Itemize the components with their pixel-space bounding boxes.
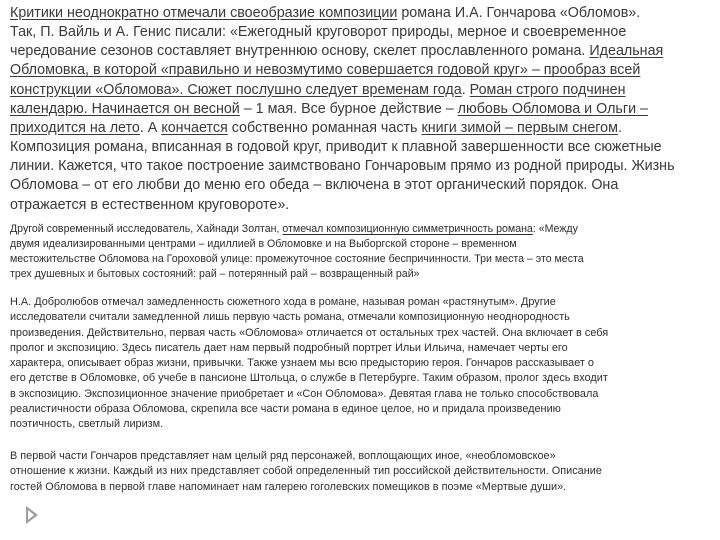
text-line [10,176,715,195]
text-line [10,356,718,371]
text-segment: характера, описывает образ жизни, привычки. Также узнаем мы всю предысторию героя. Гончаров рассказывает о [10,357,594,369]
text-segment: отражается в естественном круговороте». [10,196,290,213]
text-line [10,237,715,252]
text-segment: поэтичность, светлый лиризм. [10,418,164,430]
text-segment: . А [139,119,162,136]
text-line [10,371,718,386]
text-line [10,326,718,341]
paragraph-dobrolyubov-slowness [10,295,718,432]
text-segment: пролог и экспозицию. Здесь писатель дает нам первый подробный портрет Ильи Ильича, намечает черты его [10,341,568,354]
underlined-text: Идеальная [589,43,664,60]
text-line [10,100,715,119]
text-segment: гостей Обломова в первой главе напоминает нам галерею гоголевских помещиков в поэме «Мертвые души». [10,480,567,493]
paragraph-criticism-intro [10,4,715,215]
text-line [10,341,718,356]
text-segment: произведения. Действительно, первая часть «Обломова» отличается от остальных трех частей. Она включает в себя [10,326,609,339]
paragraph-zoltan-symmetry [10,222,715,282]
text-segment: местожительстве Обломова на Гороховой улице: промежуточное состояние беспричинности. Три места – это места [10,253,584,265]
text-segment: Обломова – от его любви до меню его обеда – включена в этот органический порядок. Она [10,177,619,194]
text-segment: Так, П. Вайль и А. Генис писали: «Ежегодный круговорот природы, мерное и своевременное [10,24,627,41]
text-line [10,61,715,80]
text-line [10,196,715,215]
text-segment: . [461,81,470,98]
underlined-text: Обломовка, в которой «правильно и невозмутимо совершается годовой круг» – прообраз всей [10,62,641,79]
text-segment: в экспозицию. Экспозиционное значение приобретает и «Сон Обломова». Девятая глава не только способствовала [10,387,599,400]
text-segment: собственно романная часть [227,119,422,136]
text-segment: . [617,119,622,136]
text-segment: двумя идеализированными центрами – идиллией в Обломовке и на Выборгской стороне – временном [10,238,517,250]
text-line [10,449,718,464]
text-line [10,387,718,402]
underlined-text: Критики неоднократно отмечали своеобразие композиции [10,5,398,21]
underlined-text: конструкции «Обломова». Сюжет послушно следует временам года [10,81,462,98]
text-line [10,157,715,176]
underlined-text: отмечал композиционную симметричность романа [282,223,533,235]
text-segment: Н.А. Добролюбов отмечал замедленность сюжетного хода в романе, называя роман «растянутым». Другие [10,296,556,308]
underlined-text: календарю. Начинается он весной [10,100,240,117]
text-segment: : «Между [532,223,578,235]
text-segment: его детстве в Обломовке, об учебе в пансионе Штольца, о службе в Петербурге. Таким образом, пролог здесь входит [10,372,608,385]
text-line [10,138,715,157]
text-line [10,222,715,237]
text-segment: Композиция романа, вписанная в годовой круг, приводит к плавной завершенности все сюжетные [10,139,662,156]
text-line [10,42,715,61]
text-line [10,23,715,42]
text-segment: линии. Кажется, что такое построение заимствовано Гончаровым прямо из родной природы. Жизнь [10,158,675,175]
text-line [10,267,715,282]
text-segment: чередование сезонов составляет внутреннюю основу, скелет прославленного романа. [10,43,590,60]
text-segment: исследователи считали замедленной лишь первую часть романа, отмечали композиционную неоднородность [10,311,570,324]
text-segment: В первой части Гончаров представляет нам целый ряд персонажей, воплощающих иное, «необломовское» [10,450,556,462]
text-line [10,4,715,23]
play-triangle-icon[interactable] [26,506,38,524]
underlined-text: приходится на лето [10,119,140,136]
text-line [10,252,715,267]
underlined-text: книги зимой – первым снегом [421,119,618,136]
text-line [10,295,718,310]
text-segment: Другой современный исследователь, Хайнади Золтан, [10,223,283,235]
text-line [10,310,718,325]
text-line [10,464,718,479]
underlined-text: любовь Обломова и Ольги – [457,100,648,117]
text-segment: романа И.А. Гончарова «Обломов». [397,5,641,21]
text-line [10,119,715,138]
text-line [10,417,718,432]
paragraph-first-part-characters [10,449,718,495]
underlined-text: Роман строго подчинен [469,81,626,98]
text-segment: реалистичности образа Обломова, скрепила все части романа в единое целое, но и придала произведению [10,402,561,415]
text-segment: – 1 мая. Все бурное действие – [239,100,458,117]
text-line [10,402,718,417]
underlined-text: кончается [161,119,228,136]
text-line [10,480,718,495]
text-segment: отношение к жизни. Каждый из них представляет собой определенный тип российской действительности. Описание [10,465,602,478]
text-segment: трех душевных и бытовых состояний: рай – потерянный рай – возвращенный рай» [10,268,420,280]
text-line [10,81,715,100]
